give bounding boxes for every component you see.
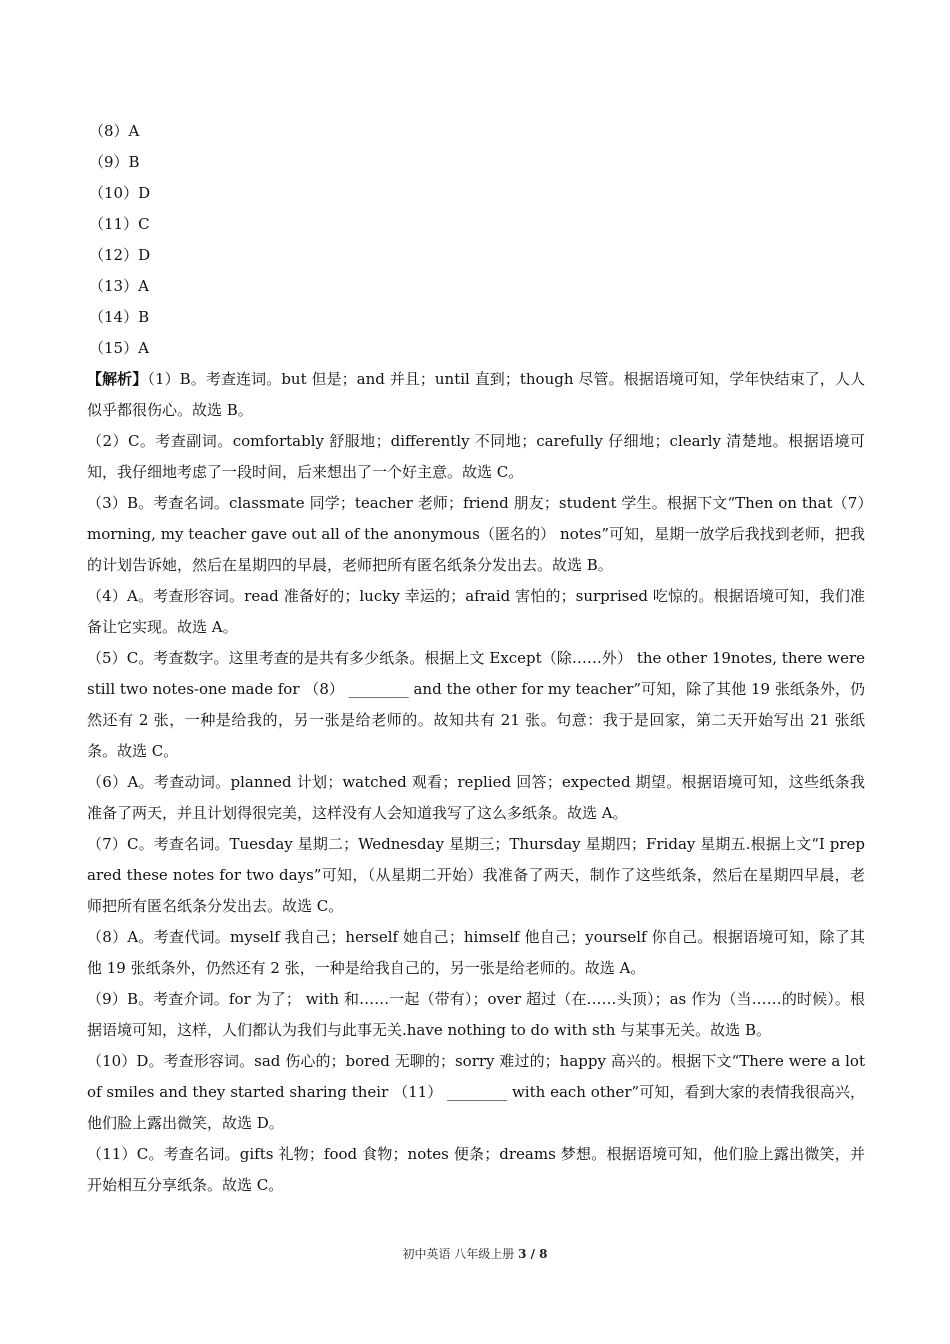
answer-list — [87, 116, 865, 364]
answer-item: （12）D — [89, 246, 151, 264]
analysis-paragraph: （6）A。考查动词。planned 计划；watched 观看；replied 回答；expected 期望。根据语境可知，这些纸条我准备了两天，并且计划得很完美，这样没有人会知道我写了这么多纸条。故选 A。 — [87, 773, 865, 822]
page-footer — [0, 1246, 950, 1262]
analysis-section — [87, 364, 865, 1201]
analysis-paragraph: （4）A。考查形容词。read 准备好的；lucky 幸运的；afraid 害怕的；surprised 吃惊的。根据语境可知，我们准备让它实现。故选 A。 — [87, 587, 865, 636]
answer-item: （9）B — [89, 153, 140, 171]
analysis-paragraph: （7）C。考查名词。Tuesday 星期二；Wednesday 星期三；Thursday 星期四；Friday 星期五.根据上文“I prepared these notes for two days”可知，（从星期二开始）我准备了两天，制作了这些纸条，然后在星期四早晨，老师把所有匿名纸条分发出去。故选 C。 — [87, 835, 865, 915]
answer-item: （15）A — [89, 339, 149, 357]
analysis-paragraph: （8）A。考查代词。myself 我自己；herself 她自己；himself 他自己；yourself 你自己。根据语境可知，除了其他 19 张纸条外，仍然还有 2 张，一种是给我自己的，另一张是给老师的。故选 A。 — [87, 928, 865, 977]
analysis-paragraph: （10）D。考查形容词。sad 伤心的；bored 无聊的；sorry 难过的；happy 高兴的。根据下文“There were a lot of smiles and they started sharing their （11） ________ with each other”可知，看到大家的表情我很高兴，他们脸上露出微笑，故选 D。 — [87, 1052, 865, 1132]
analysis-paragraph: （9）B。考查介词。for 为了； with 和……一起（带有）；over 超过（在……头顶）；as 作为（当……的时候）。根据语境可知，这样，人们都认为我们与此事无关.have nothing to do with sth 与某事无关。故选 B。 — [87, 990, 865, 1039]
answer-item: （14）B — [89, 308, 150, 326]
analysis-paragraph: （11）C。考查名词。gifts 礼物；food 食物；notes 便条；dreams 梦想。根据语境可知，他们脸上露出微笑，并开始相互分享纸条。故选 C。 — [87, 1145, 865, 1194]
answer-item: （10）D — [89, 184, 151, 202]
analysis-paragraph: （3）B。考查名词。classmate 同学；teacher 老师；friend 朋友；student 学生。根据下文“Then on that（7）morning, my teacher gave out all of the anonymous（匿名的） notes”可知，星期一放学后我找到老师，把我的计划告诉她，然后在星期四的早晨，老师把所有匿名纸条分发出去。故选 B。 — [87, 494, 865, 574]
answer-item: （13）A — [89, 277, 149, 295]
analysis-tag: 【解析】 — [87, 370, 148, 388]
analysis-paragraph: （5）C。考查数字。这里考查的是共有多少纸条。根据上文 Except（除……外） the other 19notes, there were still two notes-one made for （8） ________ and the other for my teacher”可知，除了其他 19 张纸条外，仍然还有 2 张，一种是给我的，另一张是给老师的。故知共有 21 张。句意：我于是回家，第二天开始写出 21 张纸条。故选 C。 — [87, 649, 865, 760]
analysis-paragraph — [87, 364, 865, 426]
document-body — [87, 116, 865, 1201]
footer-subject: 初中英语 八年级上册 — [402, 1247, 519, 1261]
analysis-paragraph: （2）C。考查副词。comfortably 舒服地；differently 不同地；carefully 仔细地；clearly 清楚地。根据语境可知，我仔细地考虑了一段时间，后来想出了一个好主意。故选 C。 — [87, 432, 865, 481]
page-number: 3 / 8 — [518, 1247, 548, 1261]
answer-item: （11）C — [89, 215, 150, 233]
analysis-paragraph-text: （1）B。考查连词。but 但是；and 并且；until 直到；though 尽管。根据语境可知，学年快结束了，人人似乎都很伤心。故选 B。 — [87, 370, 865, 419]
answer-item: （8）A — [89, 122, 140, 140]
